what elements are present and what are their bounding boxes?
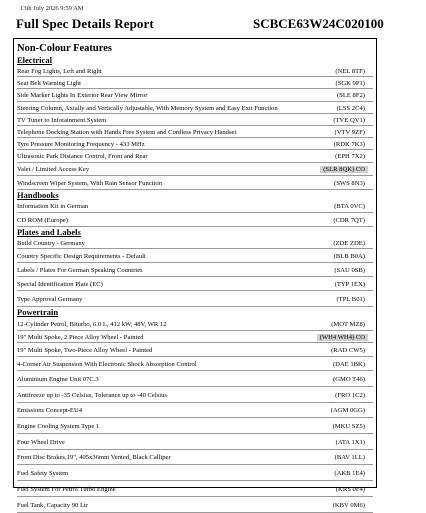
feature-description: Side Marker Lights In Exterior Rear View Mirror xyxy=(17,92,148,99)
feature-description: Antifreeze up to -35 Celsius, Tolerance up to -40 Celsius xyxy=(17,391,167,399)
feature-code: (BLB B0A) xyxy=(333,252,365,260)
feature-code: (SAU 0SB) xyxy=(334,266,365,274)
feature-code: (GMO T46) xyxy=(333,375,365,383)
feature-description: Tyre Pressure Monitoring Frequency - 433 MHz xyxy=(17,140,145,148)
feature-description: Information Kit in German xyxy=(17,203,89,210)
vin-number: SCBCE63W24C020100 xyxy=(253,16,384,31)
feature-description: Engine Cooling System Type 1 xyxy=(17,422,100,430)
feature-row xyxy=(17,343,373,357)
feature-row xyxy=(17,176,373,190)
feature-description: Fuel Tank, Capacity 90 Ltr xyxy=(17,501,89,509)
sections-container xyxy=(17,56,373,513)
feature-row xyxy=(17,331,373,343)
feature-code: (WH4 WH4) CO xyxy=(317,334,368,341)
feature-row xyxy=(17,150,373,163)
feature-row xyxy=(17,465,373,481)
feature-code: (DAE 1BK) xyxy=(332,360,365,368)
feature-row xyxy=(17,418,373,434)
feature-code: (BAV 1LL) xyxy=(334,454,365,461)
feature-description: Build Country - Germany xyxy=(17,239,85,247)
feature-description: Country Specific Design Requirements - Default xyxy=(17,252,146,260)
feature-row xyxy=(17,163,373,176)
feature-description: Special Identification Plate (EC) xyxy=(17,280,103,288)
feature-row xyxy=(17,89,373,102)
feature-code: (KRS 0F4) xyxy=(335,485,365,493)
feature-row xyxy=(17,357,373,371)
feature-row xyxy=(17,277,373,291)
feature-row xyxy=(17,371,373,387)
feature-row xyxy=(17,65,373,77)
feature-row xyxy=(17,263,373,277)
feature-row xyxy=(17,102,373,114)
feature-row xyxy=(17,317,373,331)
feature-code: (KBV 0M6) xyxy=(332,501,365,509)
feature-description: 4-Corner Air Suspension With Electronic Shock Absorption Control xyxy=(17,360,197,368)
feature-row xyxy=(17,481,373,497)
feature-code: (AGM 0GG) xyxy=(330,407,365,414)
feature-description: Fuel System For Petrol Turbo Engine xyxy=(17,485,116,493)
feature-description: 19" Multi Spoke, Two-Piece Alloy Wheel - Painted xyxy=(17,346,153,354)
feature-description: Type Approval Germany xyxy=(17,295,83,303)
feature-description: CD ROM (Europe) xyxy=(17,216,68,224)
feature-description: Valet / Limited Access Key xyxy=(17,166,90,173)
feature-row xyxy=(17,497,373,513)
report-timestamp: 13th July 2026 9:59 AM xyxy=(20,5,84,12)
feature-code: (NEL 8TF) xyxy=(335,67,365,75)
feature-row xyxy=(17,213,373,227)
feature-description: Emissions Concept-EU4 xyxy=(17,407,83,414)
feature-row xyxy=(17,138,373,150)
feature-description: 12-Cylinder Petrol, Biturbo, 6.0 L, 412 kW, 48V, WR 12 xyxy=(17,320,167,328)
feature-description: Telephone Docking Station with Hands Free System and Cordless Privacy Handset xyxy=(17,128,237,136)
feature-row xyxy=(17,114,373,126)
feature-code: (FRO 1C2) xyxy=(335,391,365,399)
feature-description: Four Wheel Drive xyxy=(17,438,65,446)
feature-row xyxy=(17,450,373,465)
feature-code: (VTV 9ZF) xyxy=(334,128,365,136)
feature-row xyxy=(17,434,373,450)
feature-description: Windscreen Wiper System, With Rain Sensor Function xyxy=(17,179,162,187)
feature-code: (TYP 1EX) xyxy=(334,280,365,288)
report-title: Full Spec Details Report xyxy=(16,16,154,31)
feature-code: (SLR 8QK) CO xyxy=(320,166,368,173)
feature-code: (TVE QV1) xyxy=(333,116,365,124)
feature-description: Seat Belt Warning Light xyxy=(17,79,81,87)
feature-code: (RDK 7K3) xyxy=(333,140,365,148)
section-title-powertrain: Powertrain xyxy=(17,307,59,317)
feature-description: Fuel Safety System xyxy=(17,469,69,477)
feature-code: (LSS 2C4) xyxy=(336,104,365,112)
feature-row xyxy=(17,249,373,263)
feature-code: (MKU SZ5) xyxy=(332,422,365,430)
feature-description: Aluminium Engine Unit 07C.3 xyxy=(17,375,99,383)
feature-description: Labels / Plates For German Speaking Countries xyxy=(17,266,143,274)
feature-row xyxy=(17,403,373,418)
feature-code: (CDR 7QT) xyxy=(333,216,365,224)
panel-title: Non-Colour Features xyxy=(17,43,112,54)
feature-description: Steering Column, Axially and Vertically Adjustable, With Memory System and Easy Exit Function xyxy=(17,104,278,112)
features-panel xyxy=(13,38,377,509)
feature-code: (AKB 1E4) xyxy=(334,469,365,477)
feature-code: (RAD CW5) xyxy=(331,346,365,354)
section-title-electrical: Electrical xyxy=(17,55,52,65)
feature-code: (SGK 9P1) xyxy=(335,79,365,87)
feature-code: (EPH 7X2) xyxy=(335,153,365,160)
feature-row xyxy=(17,387,373,403)
feature-row xyxy=(17,291,373,307)
feature-description: 19" Multi Spoke, 2 Piece Alloy Wheel - Painted xyxy=(17,333,144,341)
feature-code: (SLE 8F2) xyxy=(336,92,365,99)
section-title-handbooks: Handbooks xyxy=(17,190,59,200)
feature-code: (TPL B01) xyxy=(336,295,365,303)
section-title-plates-and-labels: Plates and Labels xyxy=(17,227,81,237)
feature-description: TV Tuner to Infotainment System xyxy=(17,116,107,124)
feature-code: (ATA 1X1) xyxy=(335,438,365,446)
feature-code: (MOT MZ8) xyxy=(331,320,365,328)
feature-row xyxy=(17,77,373,89)
feature-row xyxy=(17,200,373,213)
feature-description: Ultrasonic Park Distance Control, Front and Rear xyxy=(17,153,148,160)
feature-row xyxy=(17,126,373,138)
feature-code: (BTA 0VC) xyxy=(334,203,365,210)
feature-description: Front Disc Brakes,19", 405x36mm Vented, Black Calliper xyxy=(17,454,171,461)
feature-code: (SWS 8N3) xyxy=(334,179,365,187)
feature-code: (ZDE ZDE) xyxy=(333,239,365,247)
feature-description: Rear Fog Lights, Left and Right xyxy=(17,67,102,75)
feature-row xyxy=(17,237,373,249)
